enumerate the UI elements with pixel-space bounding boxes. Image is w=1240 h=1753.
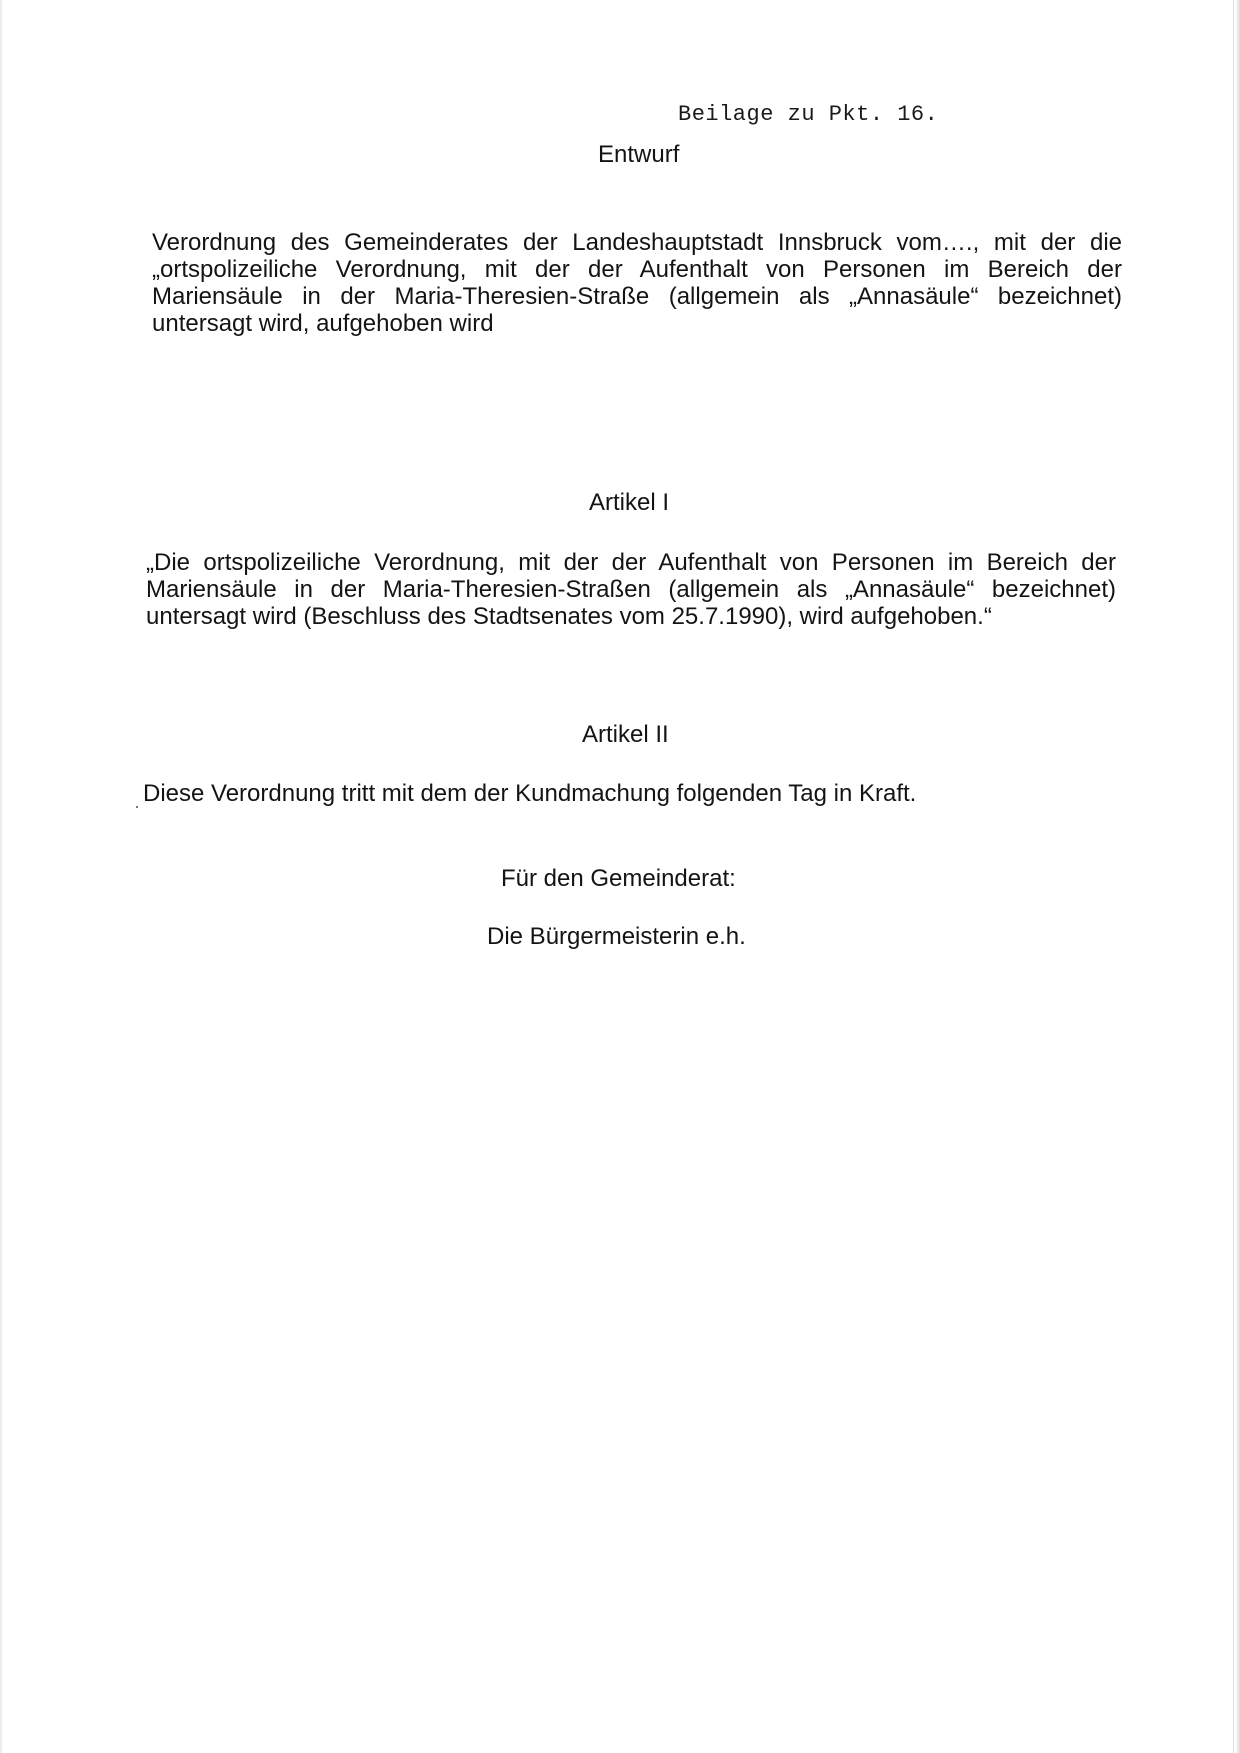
scan-edge-line	[1233, 0, 1234, 1753]
regulation-title	[152, 229, 1122, 337]
title-line: „ortspolizeiliche Verordnung, mit der der Aufenthalt von Personen im Bereich der	[152, 256, 1122, 283]
article-1-line: Mariensäule in der Maria-Theresien-Straßen (allgemein als „Annasäule“ bezeichnet)	[146, 576, 1116, 603]
title-line: Mariensäule in der Maria-Theresien-Straße (allgemein als „Annasäule“ bezeichnet)	[152, 283, 1122, 310]
signature-mayor-label: Die Bürgermeisterin e.h.	[487, 923, 746, 950]
article-1-heading: Artikel I	[589, 489, 670, 516]
article-2-text: Diese Verordnung tritt mit dem der Kundmachung folgenden Tag in Kraft.	[143, 780, 917, 807]
attachment-note: Beilage zu Pkt. 16.	[678, 102, 939, 127]
signature-council-label: Für den Gemeinderat:	[501, 865, 736, 892]
article-1-line: untersagt wird (Beschluss des Stadtsenates vom 25.7.1990), wird aufgehoben.“	[146, 603, 992, 630]
article-1-line: „Die ortspolizeiliche Verordnung, mit der der Aufenthalt von Personen im Bereich der	[146, 549, 1116, 576]
scan-edge-right	[1235, 0, 1240, 1753]
scan-edge-left	[0, 0, 3, 1753]
draft-label: Entwurf	[598, 141, 680, 168]
title-line: untersagt wird, aufgehoben wird	[152, 310, 494, 337]
title-line: Verordnung des Gemeinderates der Landeshauptstadt Innsbruck vom…., mit der die	[152, 229, 1122, 256]
article-2-heading: Artikel II	[582, 721, 669, 748]
scan-speck	[136, 806, 138, 808]
article-1-text	[146, 549, 1116, 630]
